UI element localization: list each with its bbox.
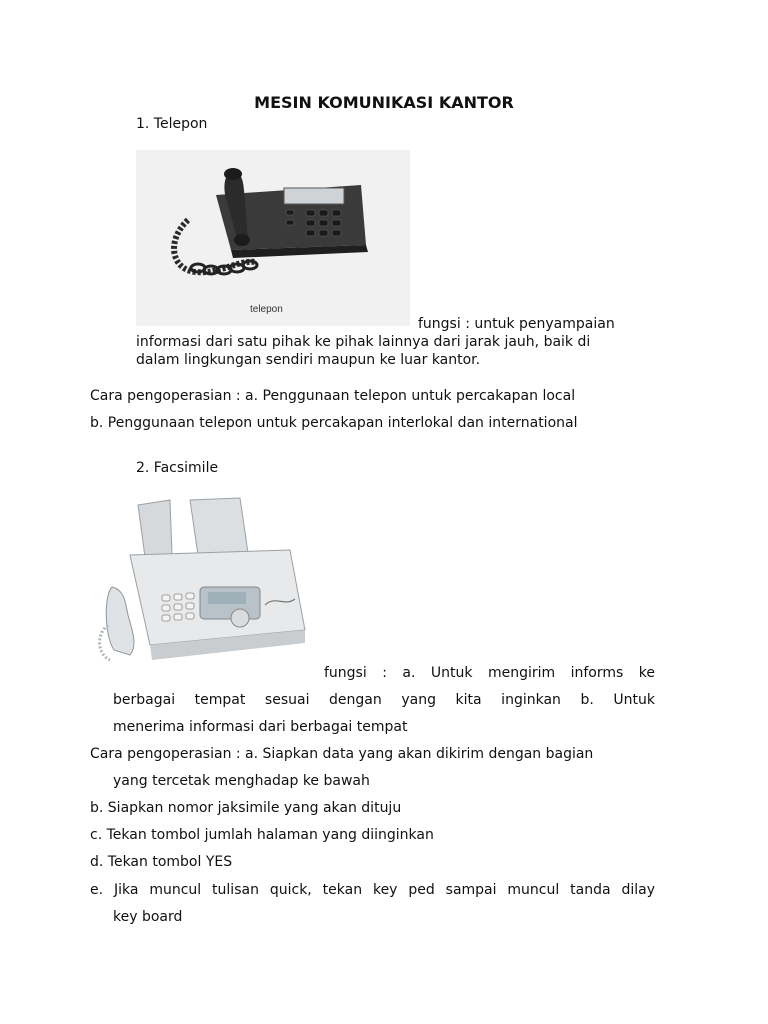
section-heading-facsimile: 2. Facsimile — [136, 460, 219, 476]
telepon-cara-b: b. Penggunaan telepon untuk percakapan interlokal dan international — [90, 415, 578, 431]
telephone-image-caption: telepon — [250, 304, 283, 315]
fax-cara-a-line1: Cara pengoperasian : a. Siapkan data yang akan dikirim dengan bagian — [90, 746, 594, 762]
telephone-image — [136, 150, 410, 326]
fax-step-c: c. Tekan tombol jumlah halaman yang diinginkan — [90, 827, 434, 843]
fax-step-e-line1: e. Jika muncul tulisan quick, tekan key ped sampai muncul tanda dilay — [90, 882, 655, 898]
fax-fungsi-line3: menerima informasi dari berbagai tempat — [113, 719, 408, 735]
fax-machine-icon — [90, 495, 312, 680]
section-heading-telepon: 1. Telepon — [136, 116, 208, 132]
telepon-fungsi-line3: dalam lingkungan sendiri maupun ke luar kantor. — [136, 352, 481, 368]
fax-fungsi-line1: fungsi : a. Untuk mengirim informs ke — [324, 665, 655, 681]
fax-step-b: b. Siapkan nomor jaksimile yang akan dituju — [90, 800, 402, 816]
telepon-fungsi-line1: fungsi : untuk penyampaian — [418, 316, 615, 332]
fax-step-d: d. Tekan tombol YES — [90, 854, 233, 870]
telepon-fungsi-line2: informasi dari satu pihak ke pihak lainnya dari jarak jauh, baik di — [136, 334, 591, 350]
document-title: MESIN KOMUNIKASI KANTOR — [254, 93, 514, 112]
fax-cara-a-line2: yang tercetak menghadap ke bawah — [113, 773, 370, 789]
fax-step-e-line2: key board — [113, 909, 183, 925]
telephone-icon — [136, 150, 410, 326]
telepon-cara-a: Cara pengoperasian : a. Penggunaan telepon untuk percakapan local — [90, 388, 576, 404]
fax-machine-image — [90, 495, 312, 680]
fax-fungsi-line2: berbagai tempat sesuai dengan yang kita inginkan b. Untuk — [113, 692, 655, 708]
